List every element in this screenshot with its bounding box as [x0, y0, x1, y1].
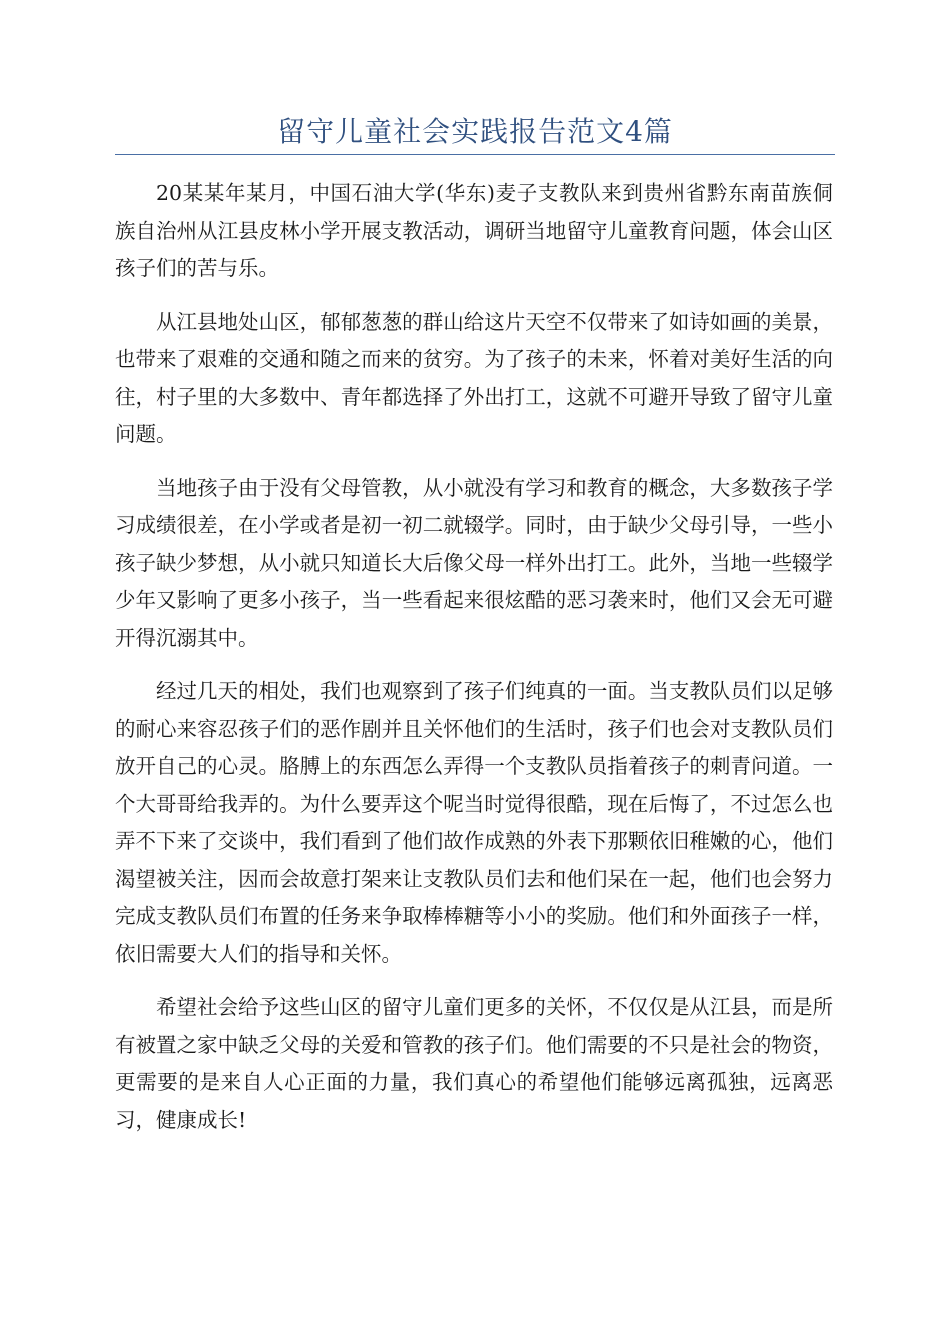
paragraph: 当地孩子由于没有父母管教，从小就没有学习和教育的概念，大多数孩子学习成绩很差，在小学或者是初一初二就辍学。同时，由于缺少父母引导，一些小孩子缺少梦想，从小就只知道长大后像父母一样外出打工。此外，当地一些辍学少年又影响了更多小孩子，当一些看起来很炫酷的恶习袭来时，他们又会无可避开得沉溺其中。: [115, 475, 833, 650]
page-title: 留守儿童社会实践报告范文4篇: [277, 115, 673, 148]
title-underline: [115, 154, 835, 155]
paragraph: 20某某年某月，中国石油大学(华东)麦子支教队来到贵州省黔东南苗族侗族自治州从江县皮林小学开展支教活动，调研当地留守儿童教育问题，体会山区孩子们的苦与乐。: [115, 181, 833, 280]
paragraph: 希望社会给予这些山区的留守儿童们更多的关怀，不仅仅是从江县，而是所有被置之家中缺乏父母的关爱和管教的孩子们。他们需要的不只是社会的物资，更需要的是来自人心正面的力量，我们真心的希望他们能够远离孤独，远离恶习，健康成长!: [115, 995, 833, 1132]
paragraph: 从江县地处山区，郁郁葱葱的群山给这片天空不仅带来了如诗如画的美景，也带来了艰难的交通和随之而来的贫穷。为了孩子的未来，怀着对美好生活的向往，村子里的大多数中、青年都选择了外出打工，这就不可避开导致了留守儿童问题。: [115, 309, 833, 446]
paragraph: 经过几天的相处，我们也观察到了孩子们纯真的一面。当支教队员们以足够的耐心来容忍孩子们的恶作剧并且关怀他们的生活时，孩子们也会对支教队员们放开自己的心灵。胳膊上的东西怎么弄得一个支教队员指着孩子的刺青问道。一个大哥哥给我弄的。为什么要弄这个呢当时觉得很酷，现在后悔了，不过怎么也弄不下来了交谈中，我们看到了他们故作成熟的外表下那颗依旧稚嫩的心，他们渴望被关注，因而会故意打架来让支教队员们去和他们呆在一起，他们也会努力完成支教队员们布置的任务来争取棒棒糖等小小的奖励。他们和外面孩子一样，依旧需要大人们的指导和关怀。: [115, 679, 833, 966]
document-body: [115, 175, 833, 1155]
